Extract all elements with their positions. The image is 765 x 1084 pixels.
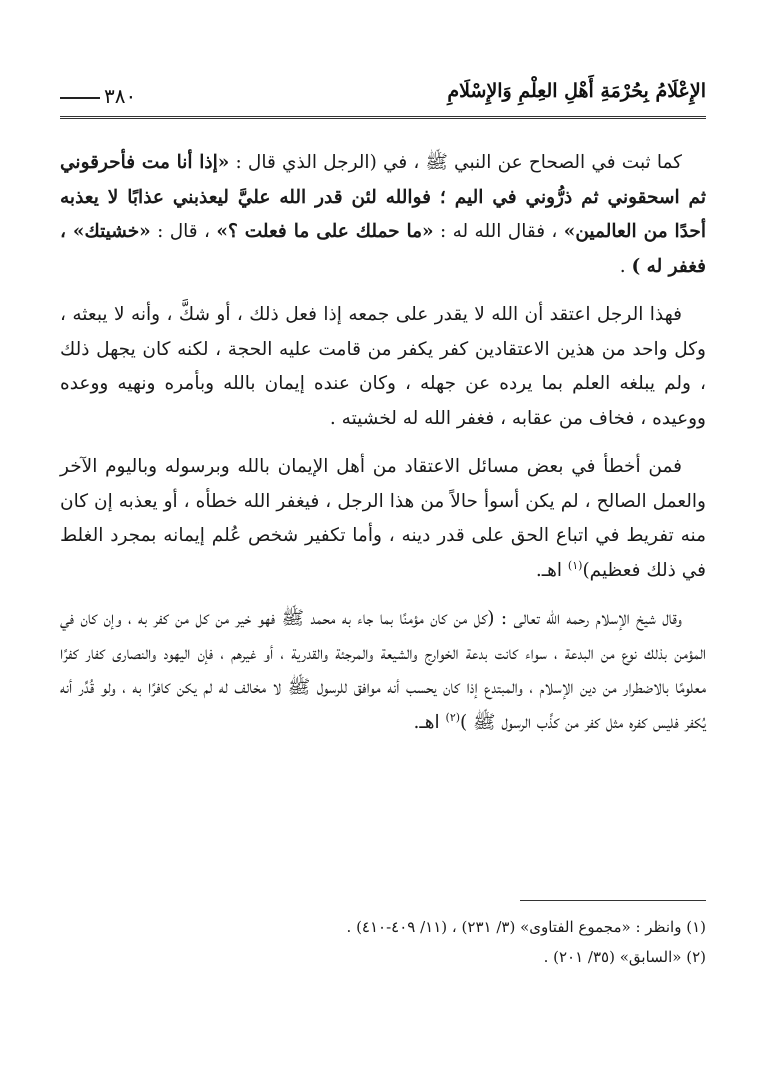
- footnote-2: (٢) «السابق» (٣٥/ ٢٠١) .: [543, 948, 706, 966]
- p3-text: فمن أخطأ في بعض مسائل الاعتقاد من أهل الإيمان بالله وبرسوله وباليوم الآخر والعمل الصالح ، لم يكن أسوأ حالاً من هذا الرجل ، فيغفر الله خطأه ، أو يعذبه إن كان منه تفريط في اتباع الحق على قدر دينه ، وأما تكفير شخص عُلم إيمانه بمجرد الغلط في ذلك فعظيم): [60, 456, 706, 581]
- footnote-1: (١) وانظر : «مجموع الفتاوى» (٣/ ٢٣١) ، (١١/ ٤٠٩-٤١٠) .: [346, 918, 706, 936]
- p1-hadith-quote: «إذا أنا مت فأحرقوني ثم اسحقوني ثم ذرُّوني في اليم ؛ فوالله لئن قدر الله عليَّ ليعذبني عذابًا لا يعذبه أحدًا من العالمين»: [60, 152, 706, 242]
- p1-answer-quote: «خشيتك» ، فغفر له ): [60, 221, 706, 277]
- p1-text-a: كما ثبت في الصحاح عن النبي ﷺ ، في (الرجل الذي قال :: [229, 152, 682, 173]
- paragraph-3: [60, 450, 706, 588]
- page-number-value: ٣٨٠: [104, 84, 137, 108]
- p4-text: وقال شيخ الإسلام رحمه الله تعالى : (كل من كان مؤمنًا بما جاء به محمد ﷺ فهو خير من كل من كفر به ، وإن كان في المؤمن بذلك نوع من البدعة ، سواء كانت بدعة الخوارج والشيعة والمرجئة والقدرية ، أو غيرهم ، فإن اليهود والنصارى كفار كفرًا معلومًا بالاضطرار من دين الإسلام ، والمبتدع إذا كان يحسب أنه موافق للرسول ﷺ لا مخالف له لم يكن كافرًا به ، ولو قُدِّر أنه يُكفر فليس كفره مثل كفر من كذَّب الرسول ﷺ ): [60, 608, 706, 733]
- paragraph-4: [60, 602, 706, 740]
- paragraph-2: فهذا الرجل اعتقد أن الله لا يقدر على جمعه إذا فعل ذلك ، أو شكَّ ، وأنه لا يبعثه ، وكل واحد من هذين الاعتقادين كفر يكفر من قامت عليه الحجة ، لكنه كان يجهل ذلك ، ولم يبلغه العلم بما يرده عن جهله ، وكان عنده إيمان بالله وبأمره ونهيه ووعده ووعيده ، فخاف من عقابه ، فغفر الله له لخشيته .: [60, 304, 706, 429]
- p1-question-quote: «ما حملك على ما فعلت ؟»: [216, 221, 434, 242]
- page-number: [60, 84, 136, 108]
- page-number-dash: [60, 97, 100, 99]
- p3-end: اهـ.: [535, 559, 568, 581]
- main-text: [60, 146, 706, 754]
- p4-end: اهـ.: [413, 711, 446, 733]
- footnotes: [60, 912, 706, 972]
- paragraph-1: [60, 146, 706, 284]
- p1-text-g: .: [619, 255, 632, 277]
- p1-text-c: ، فقال الله له :: [433, 221, 564, 242]
- running-title: الإِعْلَامُ بِحُرْمَةِ أَهْلِ العِلْمِ وَالإِسْلَامِ: [447, 80, 706, 102]
- footnote-rule: [520, 900, 706, 901]
- page-header: [60, 74, 706, 114]
- footnote-ref-1[interactable]: (١): [567, 558, 583, 572]
- footnote-ref-2[interactable]: (٢): [445, 710, 461, 724]
- header-rule: [60, 116, 706, 119]
- p1-text-e: ، قال :: [150, 221, 217, 242]
